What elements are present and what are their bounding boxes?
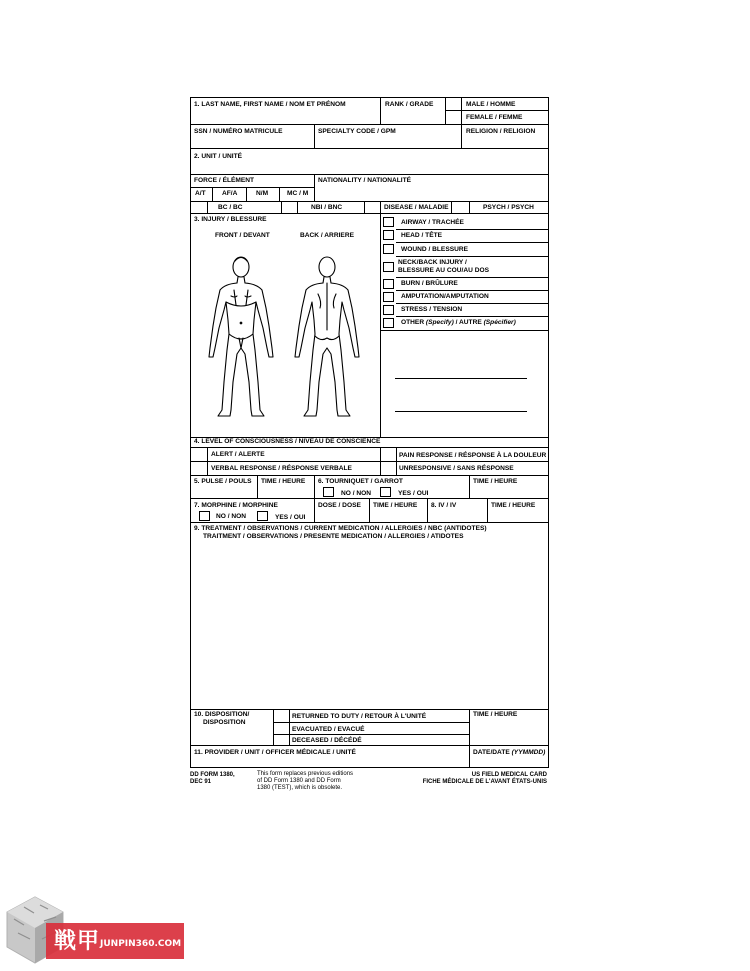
divider [380,213,381,437]
divider [469,709,470,745]
tourniquet-no-checkbox[interactable] [323,487,334,497]
other-label: OTHER (Specify) / AUTRE (Spécifier) [401,319,516,326]
disposition-time-label: TIME / HEURE [473,711,518,718]
injury-label: 3. INJURY / BLESSURE [194,216,267,223]
airway-label: AIRWAY / TRACHÉE [401,219,464,226]
force-option-mc[interactable]: MC / M [287,190,309,197]
name-label: 1. LAST NAME, FIRST NAME / NOM ET PRÉNOM [194,101,346,108]
female-checkbox-label[interactable]: FEMALE / FEMME [466,114,523,121]
divider [396,256,549,257]
divider [445,110,549,111]
divider [396,229,549,230]
amputation-label: AMPUTATION/AMPUTATION [401,293,489,300]
tourniquet-yes-checkbox[interactable] [380,487,391,497]
divider [297,201,298,213]
supersession-note: This form replaces previous editions [257,771,354,777]
form-title-fr: FICHE MÉDICALE DE L'AVANT ÉTATS-UNIS [422,779,547,785]
divider [190,187,314,188]
divider [314,174,315,201]
back-view-label: BACK / ARRIERE [300,232,354,239]
divider [281,201,282,213]
disposition-label: 10. DISPOSITION/ [194,711,250,718]
divider [190,148,549,149]
divider [314,124,315,148]
divider [451,201,452,213]
divider [190,461,549,462]
tourniquet-no-label: NO / NON [341,490,372,497]
supersession-note-2: of DD Form 1380 and DD Form [257,778,341,784]
wound-label: WOUND / BLESSURE [401,246,469,253]
tourniquet-yes-label: YES / OUI [398,490,429,497]
evacuated-label[interactable]: EVACUATED / EVACUÉ [292,726,365,733]
stress-checkbox[interactable] [383,305,394,315]
divider [190,213,549,214]
treatment-notes-area[interactable] [192,544,547,708]
watermark-text: JUNPIN360.COM [100,939,182,949]
divider [364,201,365,213]
morphine-yes-label: YES / OUI [275,514,306,521]
divider [190,475,549,476]
head-label: HEAD / TÊTE [401,232,443,239]
pulse-label: 5. PULSE / POULS [194,478,252,485]
divider [380,201,381,213]
divider [396,242,549,243]
treatment-label: 9. TREATMENT / OBSERVATIONS / CURRENT MEDICATION / ALLERGIES / NBC (ANTIDOTES) [194,525,487,532]
tourniquet-time-label: TIME / HEURE [473,478,518,485]
force-option-at[interactable]: A/T [195,190,206,197]
divider [273,734,469,735]
divider [461,124,462,148]
form-id: DD FORM 1380, [190,772,235,778]
supersession-note-3: 1380 (TEST), which is obsolete. [257,785,343,791]
other-specify-line-2[interactable] [395,411,527,412]
divider [273,722,469,723]
other-specify-line-1[interactable] [395,378,527,379]
verbal-response-label[interactable]: VERBAL RESPONSE / RÉSPONSE VERBALE [211,465,352,472]
deceased-label[interactable]: DECEASED / DÉCÉDÉ [292,737,362,744]
male-checkbox-label[interactable]: MALE / HOMME [466,101,516,108]
divider [190,522,549,523]
divider [289,709,290,745]
morphine-no-checkbox[interactable] [199,511,210,521]
morphine-dose-label: DOSE / DOSE [318,502,361,509]
amputation-checkbox[interactable] [383,292,394,302]
force-option-af[interactable]: AF/A [222,190,238,197]
specialty-label: SPECIALTY CODE / GPM [318,128,396,135]
burn-checkbox[interactable] [383,279,394,289]
iv-label: 8. IV / IV [431,502,457,509]
divider [190,201,549,202]
divider [190,745,549,746]
force-label: FORCE / ÉLÉMENT [194,177,255,184]
divider [380,330,549,331]
disposition-label-fr: DISPOSITION [203,719,246,726]
provider-label: 11. PROVIDER / UNIT / OFFICER MÉDICALE / UNITÉ [194,749,356,756]
body-front-diagram[interactable] [205,250,280,422]
form-title: US FIELD MEDICAL CARD [471,772,547,778]
tourniquet-label: 6. TOURNIQUET / GARROT [318,478,403,485]
divider [190,124,549,125]
unresponsive-label[interactable]: UNRESPONSIVE / SANS RÉSPONSE [399,465,514,472]
nbi-label[interactable]: NBI / BNC [311,204,343,211]
divider [469,201,470,213]
provider-date-label: DATE/DATE (YYMMDD) [473,749,546,756]
divider [207,201,208,213]
morphine-no-label: NO / NON [216,513,247,520]
divider [190,174,549,175]
site-watermark [0,893,190,971]
other-checkbox[interactable] [383,318,394,328]
disease-label[interactable]: DISEASE / MALADIE [384,204,449,211]
burn-label: BURN / BRÛLURE [401,280,458,287]
iv-time-label: TIME / HEURE [491,502,536,509]
religion-label: RELIGION / RELIGION [466,128,536,135]
divider [396,290,549,291]
divider [279,187,280,201]
morphine-label: 7. MORPHINE / MORPHINE [194,502,278,509]
divider [314,475,315,498]
bc-label[interactable]: BC / BC [218,204,243,211]
divider [190,447,549,448]
divider [396,303,549,304]
divider [257,475,258,498]
rank-label: RANK / GRADE [385,101,434,108]
divider [396,277,549,278]
returned-to-duty-label[interactable]: RETURNED TO DUTY / RETOUR À L'UNITÉ [292,713,427,720]
divider [380,97,381,124]
ssn-label: SSN / NUMÉRO MATRICULE [194,128,283,135]
psych-label[interactable]: PSYCH / PSYCH [483,204,534,211]
morphine-time-label: TIME / HEURE [373,502,418,509]
consciousness-label: 4. LEVEL OF CONSCIOUSNESS / NIVEAU DE CONSCIENCE [194,438,381,445]
force-option-nm[interactable]: N/M [256,190,269,197]
neck-back-label-fr: BLESSURE AU COU/AU DOS [398,267,489,274]
treatment-label-fr: TRAITMENT / OBSERVATIONS / PRESENTE MEDICATION / ALLERGIES / ATIDOTES [203,533,464,540]
stress-label: STRESS / TENSION [401,306,463,313]
divider [314,498,315,522]
wound-checkbox[interactable] [383,244,394,254]
pain-response-label[interactable]: PAIN RESPONSE / RÉSPONSE À LA DOULEUR [399,452,547,459]
divider [190,709,549,710]
divider [469,475,470,498]
pulse-time-label: TIME / HEURE [261,478,306,485]
airway-checkbox[interactable] [383,217,394,227]
divider [246,187,247,201]
body-back-diagram[interactable] [290,250,365,422]
alert-label[interactable]: ALERT / ALERTE [211,451,265,458]
morphine-yes-checkbox[interactable] [257,511,268,521]
divider [212,187,213,201]
watermark-chinese-logo: 戦甲 [54,929,101,954]
head-checkbox[interactable] [383,230,394,240]
divider [369,498,370,522]
divider [487,498,488,522]
neck-back-checkbox[interactable] [383,262,394,272]
divider [396,316,549,317]
unit-label: 2. UNIT / UNITÉ [194,153,242,160]
nationality-label: NATIONALITY / NATIONALITÉ [318,177,412,184]
divider [273,709,274,745]
form-date: DEC 91 [190,779,212,785]
divider [427,498,428,522]
front-view-label: FRONT / DEVANT [215,232,270,239]
neck-back-label: NECK/BACK INJURY / [398,259,467,266]
divider [469,745,470,768]
